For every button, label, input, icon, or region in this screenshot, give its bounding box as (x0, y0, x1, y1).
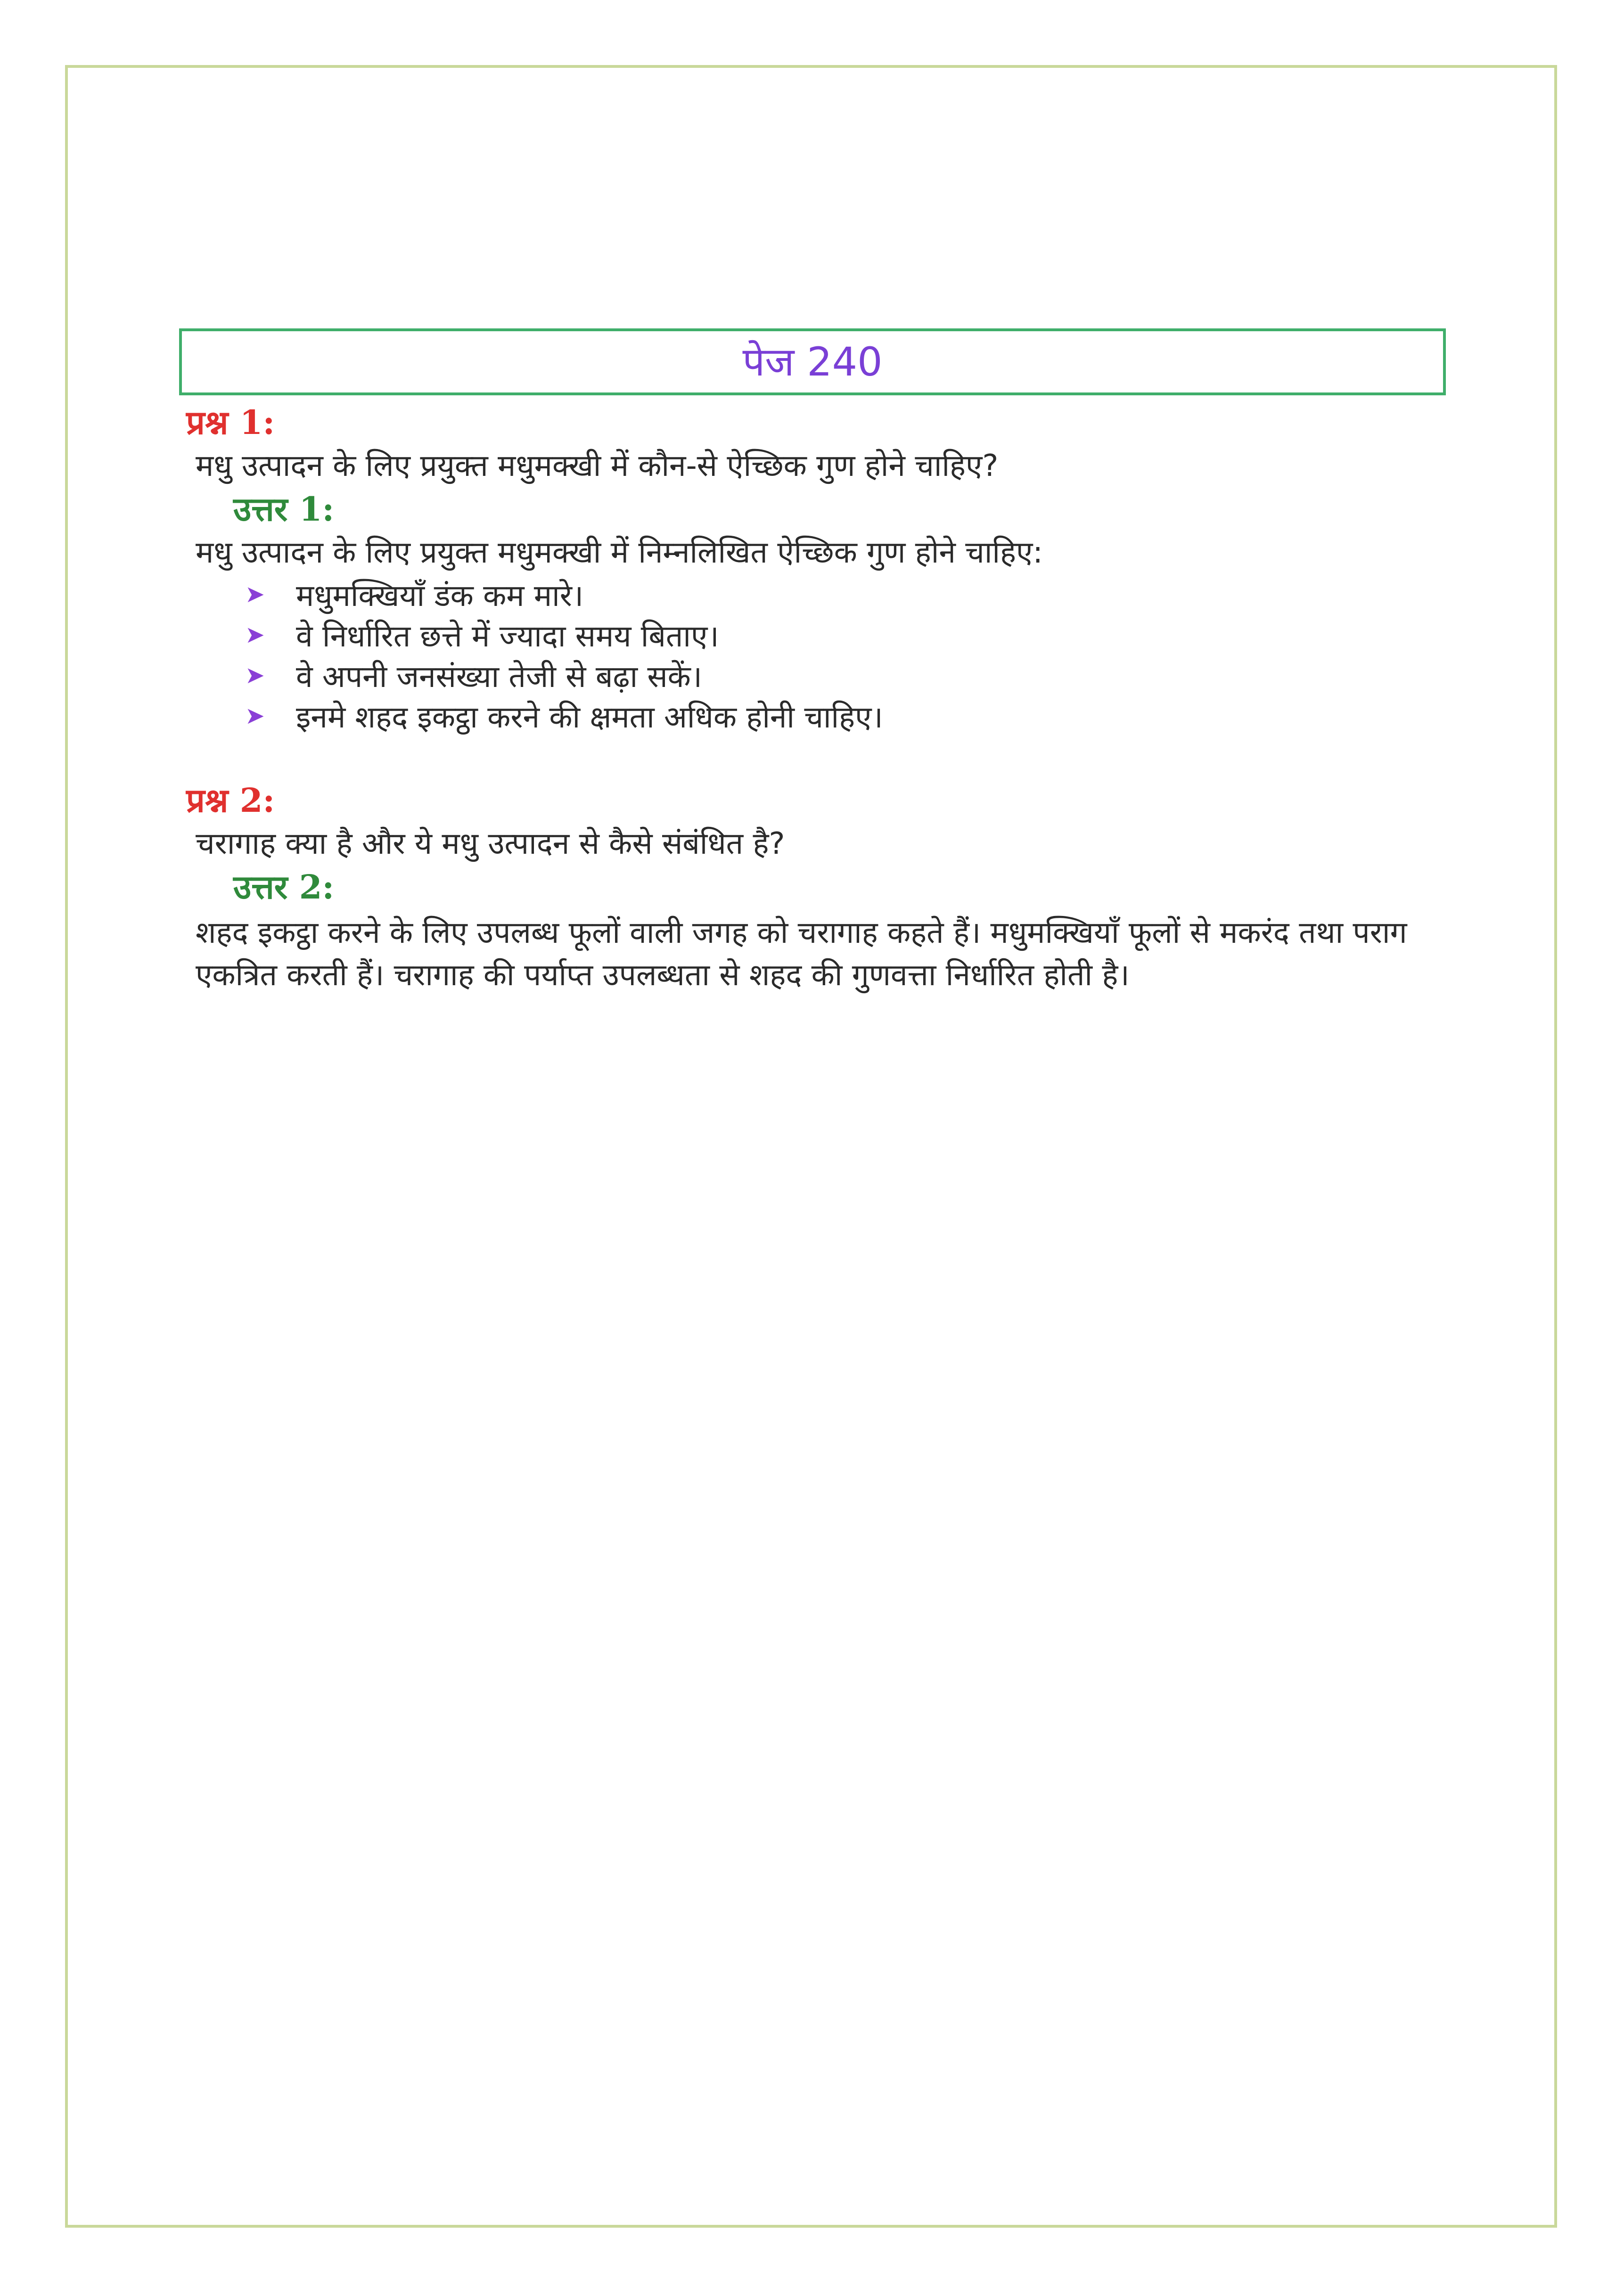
answer-2-text: शहद इकट्ठा करने के लिए उपलब्ध फूलों वाली जगह को चरागाह कहते हैं। मधुमक्खियाँ फूलों से मकरंद तथा पराग एकत्रित करती हैं। चरागाह की पर्याप्त उपलब्धता से शहद की गुणवत्ता निर्धारित होती है। (196, 915, 1407, 993)
bullet-item (245, 695, 883, 736)
bullet-item (245, 655, 883, 695)
answer-1-label: उत्तर 1: (233, 490, 335, 529)
page-header-box (179, 328, 1446, 395)
answer-1-intro: मधु उत्पादन के लिए प्रयुक्त मधुमक्खी में निम्नलिखित ऐच्छिक गुण होने चाहिए: (196, 535, 1043, 570)
answer-1-bullet-list (245, 574, 883, 736)
page-title: पेज 240 (742, 339, 883, 385)
bullet-text: मधुमक्खियाँ डंक कम मारे। (296, 578, 584, 613)
bullet-item (245, 574, 883, 614)
question-2-label: प्रश्न 2: (186, 781, 275, 820)
question-2-text: चरागाह क्या है और ये मधु उत्पादन से कैसे संबंधित है? (196, 826, 785, 861)
bullet-text: इनमे शहद इकट्ठा करने की क्षमता अधिक होनी चाहिए। (296, 700, 883, 735)
question-1-text: मधु उत्पादन के लिए प्रयुक्त मधुमक्खी में कौन-से ऐच्छिक गुण होने चाहिए? (196, 449, 999, 483)
arrowhead-bullet-icon: ➤ (245, 662, 265, 689)
answer-2-label: उत्तर 2: (233, 867, 335, 907)
arrowhead-bullet-icon: ➤ (245, 621, 265, 648)
bullet-text: वे अपनी जनसंख्या तेजी से बढ़ा सकें। (296, 659, 703, 695)
bullet-item (245, 614, 883, 655)
question-1-label: प्रश्न 1: (186, 403, 275, 442)
arrowhead-bullet-icon: ➤ (245, 580, 265, 608)
bullet-text: वे निर्धारित छत्ते में ज्यादा समय बिताए। (296, 619, 719, 654)
arrowhead-bullet-icon: ➤ (245, 702, 265, 729)
